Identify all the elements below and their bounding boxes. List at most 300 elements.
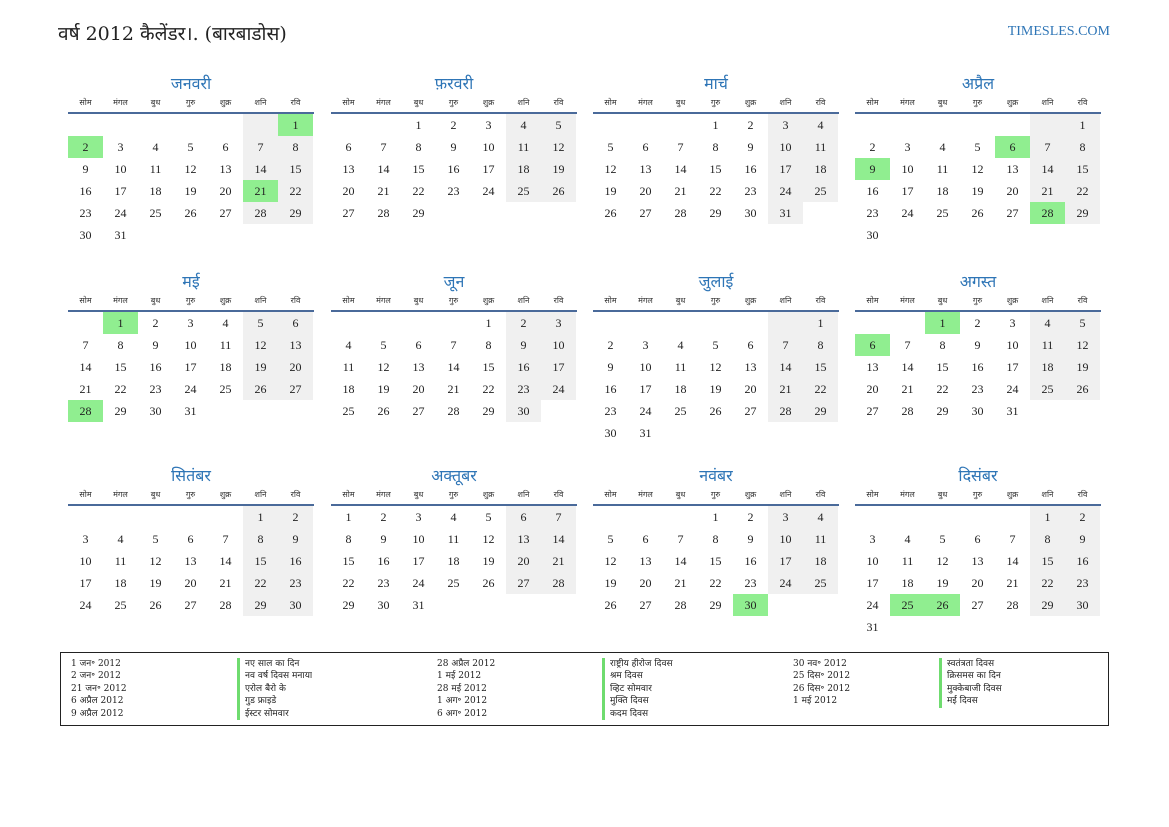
day-cell: 22 — [803, 378, 838, 400]
day-cell: 3 — [768, 506, 803, 528]
day-cell: 7 — [380, 140, 387, 154]
holiday-name: कदम दिवस — [610, 708, 649, 719]
day-cell: 3 — [1009, 316, 1016, 330]
day-cell: 1 — [345, 510, 352, 524]
day-cell: 21 — [541, 550, 576, 572]
day-cell: 28 — [447, 404, 460, 418]
empty-cell — [960, 506, 995, 528]
day-cell: 28 — [219, 598, 232, 612]
day-cell: 16 — [744, 162, 757, 176]
day-cell: 14 — [768, 356, 803, 378]
weekday-label: सोम — [866, 98, 879, 107]
day-cell: 26 — [604, 206, 617, 220]
week-row — [331, 550, 577, 572]
day-cell: 24 — [768, 572, 803, 594]
day-cell: 27 — [219, 206, 232, 220]
weekday-label: मंगल — [376, 490, 391, 499]
holiday-date: 2 जन॰ 2012 — [71, 671, 121, 682]
weekday-label: रवि — [553, 490, 564, 499]
day-cell: 29 — [278, 202, 313, 224]
day-cell: 27 — [639, 206, 652, 220]
day-cell: 18 — [149, 184, 162, 198]
day-cell: 21 — [447, 382, 460, 396]
empty-cell — [208, 400, 243, 422]
day-cell: 15 — [709, 554, 722, 568]
month-8 — [855, 270, 1101, 422]
day-cell: 28 — [68, 400, 103, 422]
day-cell: 29 — [936, 404, 949, 418]
empty-cell — [855, 114, 890, 136]
day-cell: 9 — [506, 334, 541, 356]
weekday-label: बुध — [150, 98, 161, 107]
day-cell: 19 — [604, 576, 617, 590]
weekday-header — [593, 488, 839, 506]
day-cell: 8 — [345, 532, 352, 546]
holiday-name: गुड फ्राइडे — [245, 696, 277, 707]
weekday-label: सोम — [866, 490, 879, 499]
day-cell: 19 — [149, 576, 162, 590]
day-cell: 22 — [709, 184, 722, 198]
day-cell: 7 — [222, 532, 229, 546]
day-cell: 20 — [1006, 184, 1019, 198]
empty-cell — [541, 202, 576, 224]
day-cell: 17 — [901, 184, 914, 198]
day-cell: 23 — [377, 576, 390, 590]
day-cell: 23 — [149, 382, 162, 396]
day-cell: 16 — [447, 162, 460, 176]
day-cell: 18 — [674, 382, 687, 396]
day-cell: 23 — [506, 378, 541, 400]
weekday-label: शुक्र — [744, 490, 757, 499]
day-cell: 9 — [152, 338, 159, 352]
week-row — [593, 114, 839, 136]
day-cell: 12 — [971, 162, 984, 176]
day-cell: 25 — [114, 598, 127, 612]
holiday-date: 1 जन॰ 2012 — [71, 659, 121, 669]
day-cell: 3 — [485, 118, 492, 132]
day-cell: 26 — [925, 594, 960, 616]
day-cell: 26 — [709, 404, 722, 418]
day-cell: 14 — [674, 554, 687, 568]
empty-cell — [138, 506, 173, 528]
day-cell: 2 — [278, 506, 313, 528]
day-cell: 11 — [342, 360, 355, 374]
day-cell: 2 — [974, 316, 981, 330]
day-cell: 28 — [541, 572, 576, 594]
empty-cell — [1030, 224, 1065, 246]
empty-cell — [663, 312, 698, 334]
empty-cell — [663, 506, 698, 528]
weekday-label: गुरु — [185, 490, 196, 499]
day-cell: 29 — [243, 594, 278, 616]
day-cell: 3 — [869, 532, 876, 546]
day-cell: 17 — [768, 550, 803, 572]
day-cell: 31 — [866, 620, 879, 634]
weekday-label: शुक्र — [1006, 98, 1019, 107]
week-row — [331, 400, 577, 422]
day-cell: 3 — [642, 338, 649, 352]
day-cell: 27 — [639, 598, 652, 612]
day-cell: 5 — [380, 338, 387, 352]
day-cell: 8 — [243, 528, 278, 550]
day-cell: 27 — [412, 404, 425, 418]
day-cell: 12 — [184, 162, 197, 176]
week-row — [331, 378, 577, 400]
month-name: अगस्त — [959, 272, 997, 291]
day-cell: 24 — [482, 184, 495, 198]
day-cell: 4 — [345, 338, 352, 352]
weekday-label: शुक्र — [482, 296, 495, 305]
day-cell: 14 — [1006, 554, 1019, 568]
week-row — [331, 356, 577, 378]
empty-cell — [733, 422, 768, 444]
weekday-label: रवि — [553, 296, 564, 305]
day-cell: 7 — [677, 532, 684, 546]
empty-cell — [366, 312, 401, 334]
weekday-label: गुरु — [710, 296, 721, 305]
day-cell: 18 — [447, 554, 460, 568]
day-cell: 8 — [803, 334, 838, 356]
day-cell: 26 — [1065, 378, 1100, 400]
day-cell: 30 — [866, 228, 879, 242]
day-cell: 13 — [866, 360, 879, 374]
weekday-header — [331, 294, 577, 312]
month-9 — [68, 464, 314, 616]
day-cell: 6 — [995, 136, 1030, 158]
day-cell: 17 — [482, 162, 495, 176]
day-cell: 2 — [1065, 506, 1100, 528]
day-cell: 20 — [506, 550, 541, 572]
day-cell: 11 — [803, 136, 838, 158]
month-12 — [855, 464, 1101, 638]
week-row — [855, 528, 1101, 550]
day-cell: 24 — [79, 598, 92, 612]
week-row — [68, 334, 314, 356]
weekday-header — [593, 96, 839, 114]
day-cell: 24 — [184, 382, 197, 396]
day-cell: 29 — [114, 404, 127, 418]
day-cell: 17 — [184, 360, 197, 374]
day-cell: 14 — [377, 162, 390, 176]
month-6 — [331, 270, 577, 422]
week-row — [855, 594, 1101, 616]
day-cell: 17 — [541, 356, 576, 378]
weekday-label: मंगल — [900, 490, 915, 499]
month-4 — [855, 72, 1101, 246]
day-cell: 26 — [184, 206, 197, 220]
week-row — [855, 180, 1101, 202]
day-cell: 12 — [149, 554, 162, 568]
empty-cell — [803, 202, 838, 224]
day-cell: 8 — [939, 338, 946, 352]
day-cell: 9 — [747, 140, 754, 154]
day-cell: 29 — [412, 206, 425, 220]
empty-cell — [768, 422, 803, 444]
weekday-label: सोम — [866, 296, 879, 305]
day-cell: 19 — [971, 184, 984, 198]
day-cell: 18 — [114, 576, 127, 590]
day-cell: 11 — [1030, 334, 1065, 356]
weekday-header — [855, 294, 1101, 312]
week-row — [855, 202, 1101, 224]
empty-cell — [733, 312, 768, 334]
day-cell: 13 — [744, 360, 757, 374]
day-cell: 26 — [541, 180, 576, 202]
empty-cell — [103, 506, 138, 528]
weekday-label: शुक्र — [744, 98, 757, 107]
day-cell: 16 — [744, 554, 757, 568]
day-cell: 30 — [744, 206, 757, 220]
holiday-name: एरोल बैरो के — [245, 683, 286, 694]
weekday-label: गुरु — [448, 490, 459, 499]
day-cell: 3 — [768, 114, 803, 136]
day-cell: 9 — [747, 532, 754, 546]
day-cell: 18 — [219, 360, 232, 374]
weekday-header — [593, 294, 839, 312]
day-cell: 31 — [639, 426, 652, 440]
day-cell: 24 — [639, 404, 652, 418]
day-cell: 27 — [184, 598, 197, 612]
empty-cell — [243, 114, 278, 136]
empty-cell — [768, 594, 803, 616]
day-cell: 9 — [1065, 528, 1100, 550]
month-5 — [68, 270, 314, 422]
holiday-date: 9 अप्रैल 2012 — [71, 708, 124, 719]
day-cell: 4 — [677, 338, 684, 352]
empty-cell — [890, 616, 925, 638]
day-cell: 27 — [971, 598, 984, 612]
week-row — [593, 180, 839, 202]
weekday-label: रवि — [815, 98, 826, 107]
day-cell: 12 — [936, 554, 949, 568]
day-cell: 15 — [1030, 550, 1065, 572]
weekday-label: शुक्र — [744, 296, 757, 305]
day-cell: 2 — [506, 312, 541, 334]
day-cell: 15 — [709, 162, 722, 176]
week-row — [331, 180, 577, 202]
empty-cell — [173, 224, 208, 246]
day-cell: 21 — [377, 184, 390, 198]
day-cell: 20 — [639, 184, 652, 198]
weekday-label: गुरु — [972, 490, 983, 499]
holiday-date: 1 अग॰ 2012 — [437, 696, 488, 707]
day-cell: 9 — [450, 140, 457, 154]
day-cell: 25 — [342, 404, 355, 418]
day-cell: 24 — [1006, 382, 1019, 396]
day-cell: 7 — [243, 136, 278, 158]
day-cell: 12 — [482, 532, 495, 546]
empty-cell — [663, 422, 698, 444]
week-row — [68, 114, 314, 136]
weekday-label: रवि — [815, 490, 826, 499]
day-cell: 6 — [187, 532, 194, 546]
day-cell: 2 — [380, 510, 387, 524]
day-cell: 21 — [1006, 576, 1019, 590]
weekday-label: मंगल — [900, 296, 915, 305]
day-cell: 18 — [803, 550, 838, 572]
day-cell: 27 — [506, 572, 541, 594]
day-cell: 24 — [866, 598, 879, 612]
week-row — [68, 528, 314, 550]
day-cell: 24 — [412, 576, 425, 590]
weekday-label: सोम — [604, 296, 617, 305]
week-row — [68, 224, 314, 246]
day-cell: 18 — [1030, 356, 1065, 378]
weekday-label: गुरु — [185, 98, 196, 107]
day-cell: 24 — [114, 206, 127, 220]
weekday-label: बुध — [150, 296, 161, 305]
day-cell: 4 — [904, 532, 911, 546]
empty-cell — [593, 312, 628, 334]
empty-cell — [278, 400, 313, 422]
day-cell: 25 — [803, 180, 838, 202]
week-row — [68, 312, 314, 334]
weekday-label: रवि — [290, 490, 301, 499]
week-row — [593, 594, 839, 616]
week-row — [331, 506, 577, 528]
day-cell: 10 — [79, 554, 92, 568]
month-name: जनवरी — [170, 74, 212, 93]
weekday-label: मंगल — [638, 98, 653, 107]
weekday-label: बुध — [675, 490, 686, 499]
empty-cell — [890, 114, 925, 136]
day-cell: 21 — [674, 576, 687, 590]
holiday-name: नव वर्ष दिवस मनाया — [245, 671, 313, 682]
day-cell: 11 — [674, 360, 687, 374]
month-name: नवंबर — [699, 466, 733, 485]
day-cell: 13 — [184, 554, 197, 568]
day-cell: 11 — [219, 338, 232, 352]
day-cell: 28 — [674, 598, 687, 612]
day-cell: 1 — [1065, 114, 1100, 136]
day-cell: 20 — [866, 382, 879, 396]
day-cell: 24 — [541, 378, 576, 400]
day-cell: 31 — [768, 202, 803, 224]
week-row — [68, 180, 314, 202]
empty-cell — [890, 312, 925, 334]
week-row — [331, 312, 577, 334]
day-cell: 6 — [222, 140, 229, 154]
empty-cell — [890, 506, 925, 528]
day-cell: 29 — [709, 206, 722, 220]
day-cell: 22 — [412, 184, 425, 198]
weekday-header — [331, 488, 577, 506]
day-cell: 18 — [506, 158, 541, 180]
day-cell: 21 — [1030, 180, 1065, 202]
day-cell: 10 — [184, 338, 197, 352]
weekday-label: गुरु — [972, 98, 983, 107]
day-cell: 8 — [1065, 136, 1100, 158]
weekday-label: शुक्र — [1006, 296, 1019, 305]
day-cell: 19 — [709, 382, 722, 396]
day-cell: 31 — [412, 598, 425, 612]
day-cell: 22 — [482, 382, 495, 396]
day-cell: 30 — [79, 228, 92, 242]
weekday-label: सोम — [342, 296, 355, 305]
holiday-names-col-1 — [237, 658, 312, 720]
holiday-date: 25 दिस॰ 2012 — [793, 671, 851, 682]
day-cell: 23 — [604, 404, 617, 418]
weekday-label: मंगल — [113, 490, 128, 499]
holiday-name: श्रम दिवस — [610, 671, 643, 682]
day-cell: 26 — [243, 378, 278, 400]
empty-cell — [1065, 400, 1100, 422]
day-cell: 13 — [639, 554, 652, 568]
day-cell: 5 — [152, 532, 159, 546]
day-cell: 7 — [768, 334, 803, 356]
day-cell: 14 — [674, 162, 687, 176]
empty-cell — [960, 224, 995, 246]
day-cell: 25 — [803, 572, 838, 594]
day-cell: 5 — [187, 140, 194, 154]
day-cell: 15 — [1065, 158, 1100, 180]
holiday-names-col-3 — [939, 658, 1002, 708]
day-cell: 1 — [278, 114, 313, 136]
holiday-dates-col-3 — [793, 658, 850, 708]
empty-cell — [506, 594, 541, 616]
day-cell: 30 — [733, 594, 768, 616]
day-cell: 20 — [639, 576, 652, 590]
site-link[interactable]: TIMESLES.COM — [1007, 24, 1110, 39]
day-cell: 13 — [412, 360, 425, 374]
day-cell: 25 — [149, 206, 162, 220]
day-cell: 2 — [607, 338, 614, 352]
day-cell: 5 — [243, 312, 278, 334]
holiday-date: 30 नव॰ 2012 — [793, 659, 847, 669]
empty-cell — [436, 202, 471, 224]
empty-cell — [628, 114, 663, 136]
month-name: सितंबर — [171, 466, 211, 485]
day-cell: 30 — [149, 404, 162, 418]
holiday-name: मुक्ति दिवस — [610, 696, 649, 707]
empty-cell — [855, 506, 890, 528]
day-cell: 27 — [744, 404, 757, 418]
day-cell: 9 — [278, 528, 313, 550]
weekday-label: गुरु — [448, 98, 459, 107]
day-cell: 15 — [342, 554, 355, 568]
day-cell: 3 — [117, 140, 124, 154]
day-cell: 26 — [971, 206, 984, 220]
day-cell: 9 — [974, 338, 981, 352]
week-row — [331, 594, 577, 616]
holiday-dates-col-1 — [71, 658, 127, 720]
holiday-name: ईस्टर सोमवार — [245, 708, 289, 719]
week-row — [593, 158, 839, 180]
empty-cell — [593, 506, 628, 528]
day-cell: 25 — [674, 404, 687, 418]
week-row — [331, 334, 577, 356]
weekday-label: रवि — [815, 296, 826, 305]
day-cell: 8 — [1030, 528, 1065, 550]
empty-cell — [698, 312, 733, 334]
weekday-label: रवि — [290, 296, 301, 305]
week-row — [593, 378, 839, 400]
empty-cell — [243, 224, 278, 246]
day-cell: 10 — [768, 528, 803, 550]
day-cell: 31 — [184, 404, 197, 418]
day-cell: 5 — [939, 532, 946, 546]
day-cell: 19 — [541, 158, 576, 180]
day-cell: 22 — [709, 576, 722, 590]
weekday-label: शनि — [517, 490, 530, 499]
day-cell: 1 — [485, 316, 492, 330]
empty-cell — [68, 114, 103, 136]
day-cell: 30 — [604, 426, 617, 440]
holiday-date: 28 अप्रैल 2012 — [437, 659, 496, 669]
day-cell: 4 — [1030, 312, 1065, 334]
day-cell: 5 — [607, 140, 614, 154]
day-cell: 26 — [604, 598, 617, 612]
